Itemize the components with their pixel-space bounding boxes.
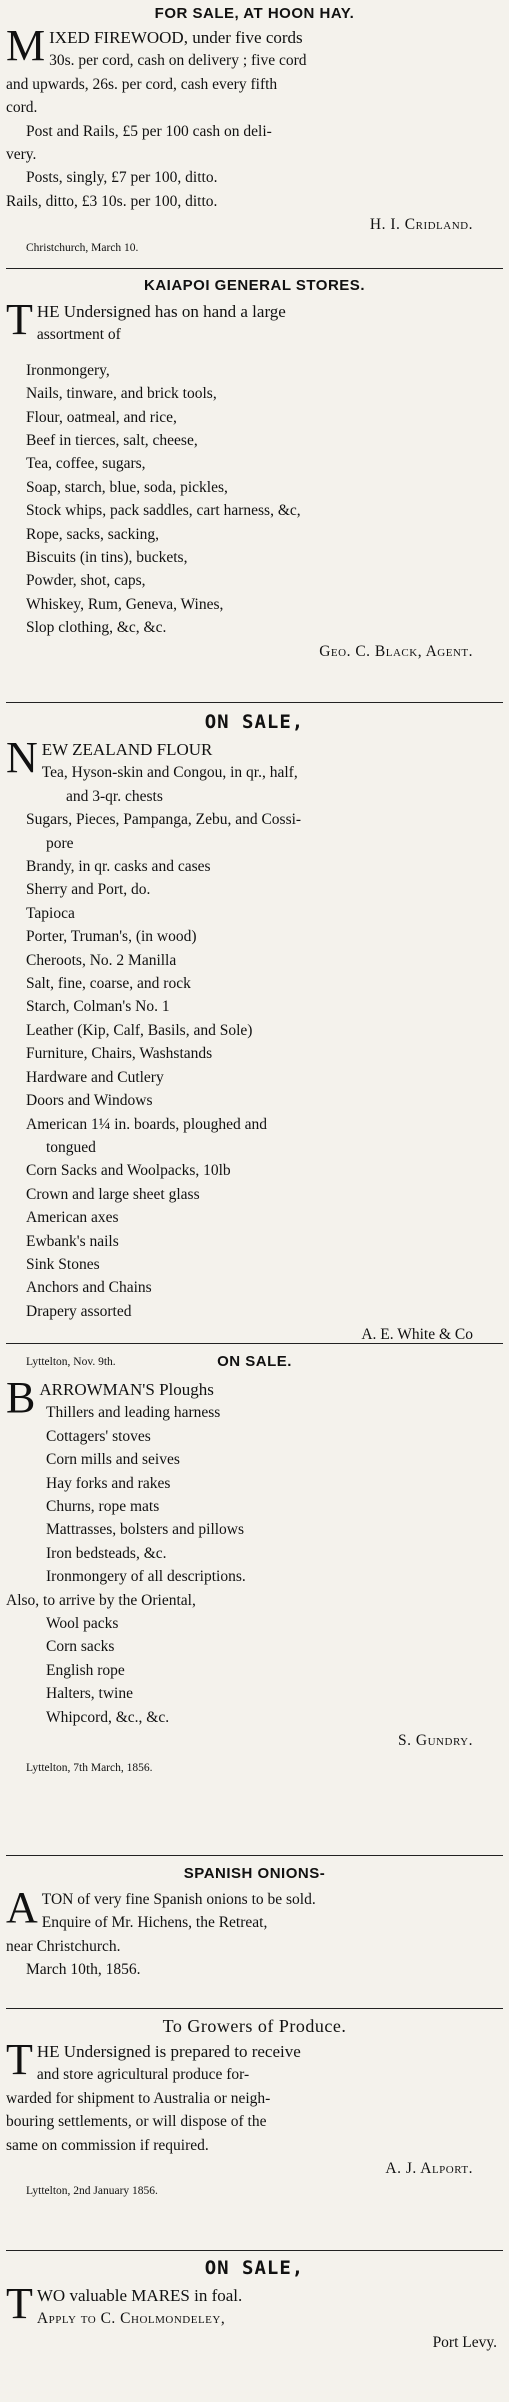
ad-line: Leather (Kip, Calf, Basils, and Sole) [26,1021,253,1039]
ad-line: Sugars, Pieces, Pampanga, Zebu, and Cossi- [26,811,302,829]
ad-line: and store agricultural produce for- [36,2066,250,2084]
item-list [6,359,503,640]
ad-line: Starch, Colman's No. 1 [26,998,170,1016]
ad-place-date: Lyttelton, 7th March, 1856. [26,1761,153,1774]
ad-line: Posts, singly, £7 per 100, ditto. [26,169,218,187]
ad-line: HE Undersigned is prepared to receive [36,2042,301,2061]
ad-signature: H. I. Cridland. [369,216,473,234]
drop-cap: B [6,1373,36,1422]
list-item: Cottagers' stoves [46,1427,151,1445]
divider [6,1343,503,1344]
ad-place-date: Lyttelton, 2nd January 1856. [26,2185,158,2198]
ad-line: WO valuable MARES in foal. [36,2286,243,2305]
ad-line: EW ZEALAND FLOUR [41,740,213,759]
ad-line: Doors and Windows [26,1092,153,1110]
list-item: Halters, twine [46,1685,133,1703]
ad-line: Also, to arrive by the Oriental, [6,1591,196,1609]
list-item: Soap, starch, blue, soda, pickles, [26,478,228,496]
divider [6,2008,503,2009]
ad-line: Salt, fine, coarse, and rock [26,975,191,993]
divider [6,1855,503,1856]
ad-heading: To Growers of Produce. [162,2016,347,2036]
ad-mares-for-sale [6,2258,503,2354]
ad-heading: SPANISH ONIONS- [183,1865,326,1882]
list-item: Hay forks and rakes [46,1474,171,1492]
list-item: Beef in tierces, salt, cheese, [26,432,198,450]
ad-signature: A. E. White & Co [361,1326,473,1344]
ad-line: Tapioca [26,904,75,922]
ad-growers-of-produce [6,2016,503,2204]
ad-place-date: Lyttelton, Nov. 9th. [26,1355,116,1368]
ad-line: Enquire of Mr. Hichens, the Retreat, [41,1914,268,1932]
ad-line: TON of very fine Spanish onions to be sold. [41,1891,316,1908]
ad-line: American axes [26,1209,119,1227]
ad-heading: ON SALE. [217,1353,292,1370]
ad-line: cord. [6,99,38,117]
list-item: Biscuits (in tins), buckets, [26,549,188,567]
list-item: Tea, coffee, sugars, [26,455,146,473]
ad-kaiapoi-stores [6,276,503,663]
item-list [6,1401,503,1588]
list-item: Powder, shot, caps, [26,572,146,590]
ad-line: Hardware and Cutlery [26,1068,164,1086]
ad-line: Rails, ditto, £3 10s. per 100, ditto. [6,192,218,210]
ad-signature: A. J. Alport. [385,2160,473,2178]
ad-line: Tea, Hyson-skin and Congou, in qr., half, [41,764,298,782]
drop-cap: N [6,733,38,782]
ad-line: Porter, Truman's, (in wood) [26,928,197,946]
ad-firewood [6,4,503,260]
ad-line: Cheroots, No. 2 Manilla [26,951,177,969]
drop-cap: M [6,21,46,70]
divider [6,702,503,703]
arriving-list [6,1612,503,1729]
list-item: Whipcord, &c., &c. [46,1708,170,1726]
ad-line: warded for shipment to Australia or neigh- [6,2089,271,2107]
ad-line: Crown and large sheet glass [26,1185,200,1203]
ad-line: assortment of [36,326,121,344]
list-item: Flour, oatmeal, and rice, [26,408,177,426]
ad-line: Furniture, Chairs, Washstands [26,1045,213,1063]
list-item: Churns, rope mats [46,1498,160,1516]
ad-line: pore [46,834,74,852]
ad-heading: ON SALE, [204,711,305,733]
ad-line: ARROWMAN'S Ploughs [39,1380,214,1399]
ad-line: bouring settlements, or will dispose of the [6,2113,267,2131]
drop-cap: A [6,1883,38,1932]
ad-line: American 1¼ in. boards, ploughed and [26,1115,268,1133]
drop-cap: T [6,295,33,344]
ad-line: and upwards, 26s. per cord, cash every fifth [6,75,278,93]
ad-line: Sink Stones [26,1255,100,1273]
list-item: Whiskey, Rum, Geneva, Wines, [26,595,224,613]
ad-line: Ewbank's nails [26,1232,119,1250]
drop-cap: T [6,2035,33,2084]
ad-line: tongued [46,1138,96,1156]
ad-line: Brandy, in qr. casks and cases [26,858,211,876]
ad-heading: KAIAPOI GENERAL STORES. [144,277,365,294]
drop-cap: T [6,2279,33,2328]
ad-place-date: Christchurch, March 10. [26,241,139,254]
ad-line: same on commission if required. [6,2136,209,2154]
list-item: Corn sacks [46,1638,115,1656]
ad-line: Port Levy. [432,2333,497,2351]
ad-line: Anchors and Chains [26,1279,152,1297]
list-item: Thillers and leading harness [46,1404,221,1422]
ad-line: HE Undersigned has on hand a large [36,302,286,321]
ad-barrowman-ploughs [6,1352,503,1780]
ad-line: Sherry and Port, do. [26,881,151,899]
ad-line: Post and Rails, £5 per 100 cash on deli- [26,122,272,140]
list-item: Ironmongery, [26,361,110,379]
ad-heading: FOR SALE, AT HOON HAY. [154,5,355,22]
ad-line: IXED FIREWOOD, under five cords [49,28,303,47]
ad-new-zealand-flour [6,712,503,1374]
ad-line: Drapery assorted [26,1302,132,1320]
list-item: English rope [46,1661,125,1679]
divider [6,2250,503,2251]
list-item: Rope, sacks, sacking, [26,525,160,543]
list-item: Iron bedsteads, &c. [46,1544,167,1562]
list-item: Slop clothing, &c, &c. [26,619,167,637]
list-item: Corn mills and seives [46,1451,180,1469]
divider [6,268,503,269]
list-item: Ironmongery of all descriptions. [46,1568,246,1586]
ad-place-date: March 10th, 1856. [26,1961,141,1979]
ad-line: Apply to C. Cholmondeley, [36,2310,226,2328]
ad-line: and 3-qr. chests [66,787,163,805]
ad-line: Corn Sacks and Woolpacks, 10lb [26,1162,231,1180]
ad-line: 30s. per cord, cash on delivery ; five cord [49,52,307,70]
list-item: Wool packs [46,1615,119,1633]
list-item: Stock whips, pack saddles, cart harness, &c, [26,502,301,520]
list-item: Nails, tinware, and brick tools, [26,385,217,403]
list-item: Mattrasses, bolsters and pillows [46,1521,245,1539]
ad-line: near Christchurch. [6,1937,121,1955]
ad-signature: Geo. C. Black, Agent. [319,642,473,660]
ad-signature: S. Gundry. [398,1732,473,1750]
ad-line: very. [6,146,37,164]
ad-spanish-onions [6,1864,503,1982]
ad-heading: ON SALE, [204,2257,305,2279]
